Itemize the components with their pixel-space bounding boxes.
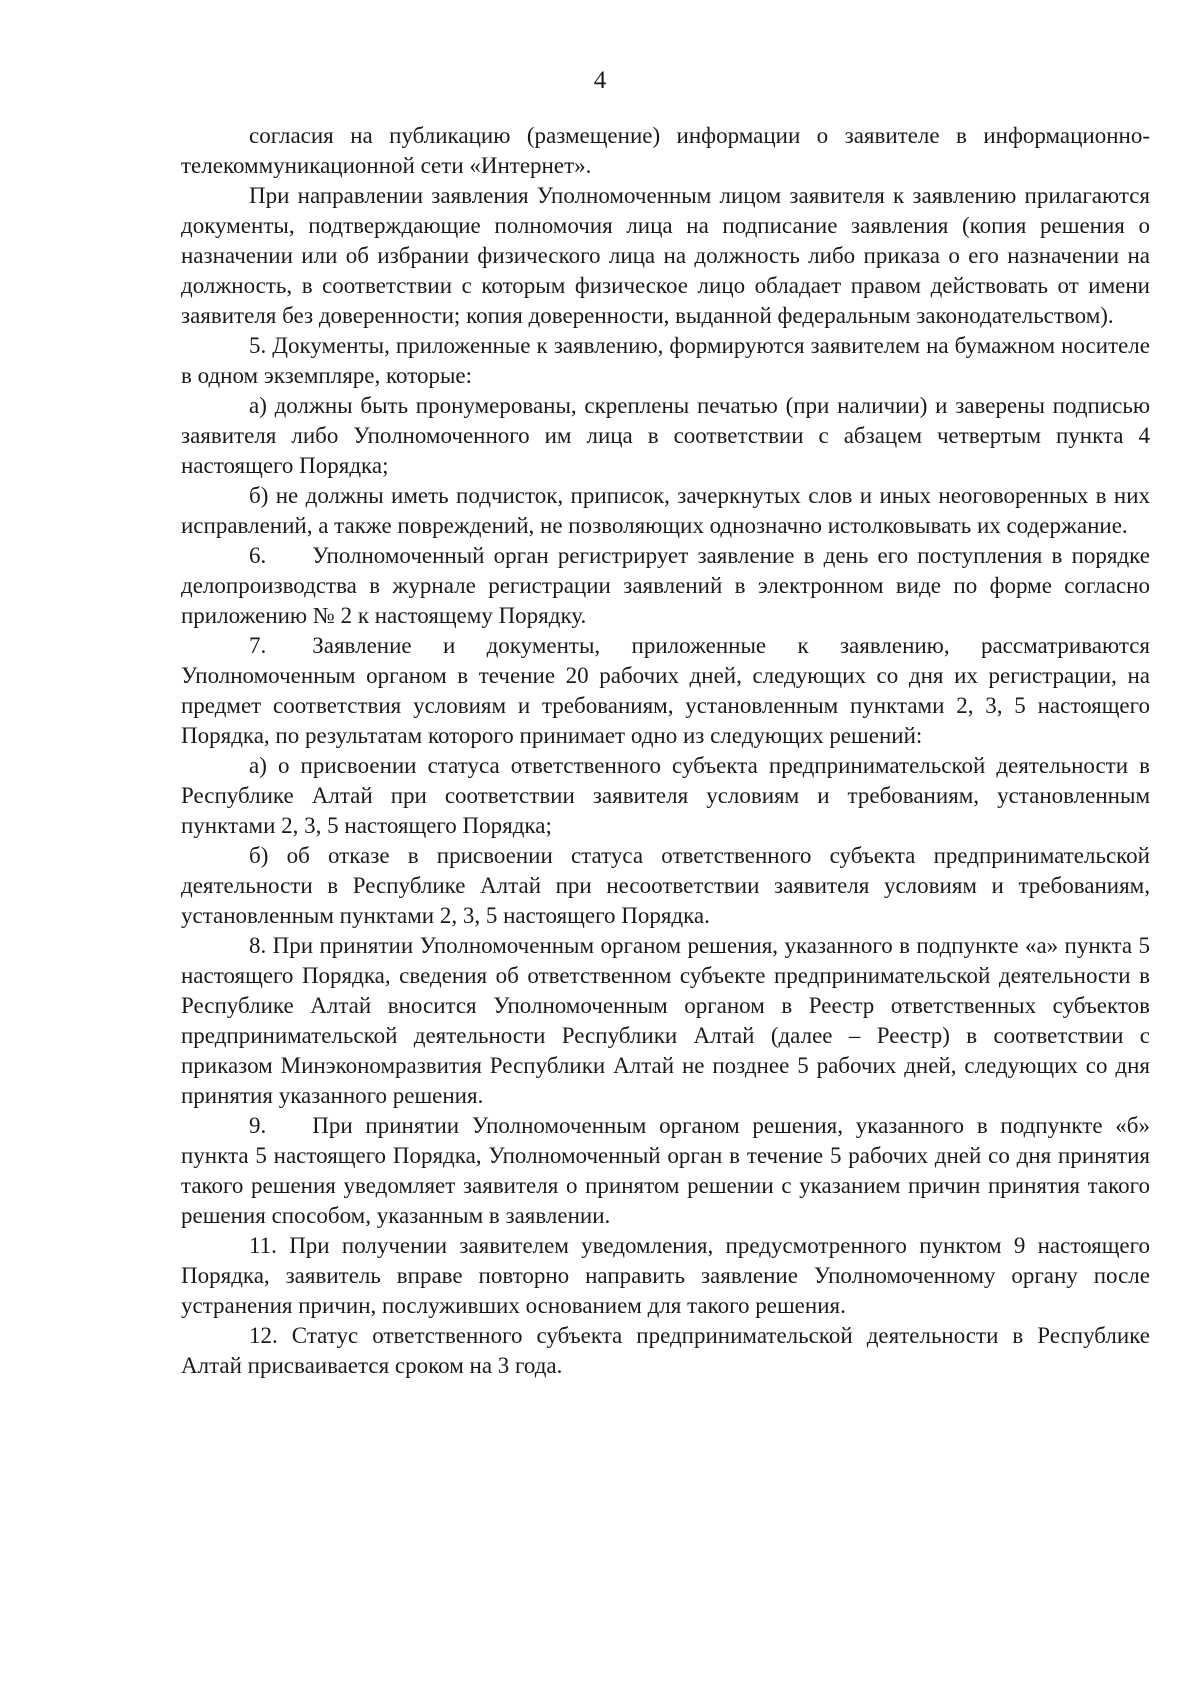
paragraph-8 — [181, 931, 1150, 1111]
paragraph-11 — [181, 1231, 1150, 1321]
paragraph-number: 9. — [249, 1113, 267, 1138]
paragraph-number: 5. — [249, 333, 267, 358]
paragraph-5-b — [181, 481, 1150, 541]
paragraph-text: При принятии Уполномоченным органом решения, указанного в подпункте «а» пункта 5 настоящего Порядка, сведения об ответственном субъекте предпринимательской деятельности в Республике Алтай вносится Уполномоченным органом в Реестр ответственных субъектов предпринимательской деятельности Республики Алтай (далее – Реестр) в соответствии с приказом Минэкономразвития Республики Алтай не позднее 5 рабочих дней, следующих со дня принятия указанного решения. — [181, 933, 1151, 1108]
paragraph-7-a — [181, 751, 1150, 841]
paragraph-text: При принятии Уполномоченным органом решения, указанного в подпункте «б» пункта 5 настоящего Порядка, Уполномоченный орган в течение 5 рабочих дней со дня принятия такого решения уведомляет заявителя о принятом решении с указанием причин принятия такого решения способом, указанным в заявлении. — [181, 1113, 1150, 1228]
paragraph-6 — [181, 541, 1150, 631]
paragraph-7-b — [181, 841, 1150, 931]
paragraph-text: Документы, приложенные к заявлению, формируются заявителем на бумажном носителе в одном экземпляре, которые: — [181, 333, 1150, 388]
paragraph-number: 8. — [249, 933, 267, 958]
paragraph-number: 12. — [249, 1323, 278, 1348]
paragraph-text: а) должны быть пронумерованы, скреплены печатью (при наличии) и заверены подписью заявителя либо Уполномоченного им лица в соответствии с абзацем четвертым пункта 4 настоящего Порядка; — [181, 393, 1150, 478]
paragraph-number: 11. — [249, 1233, 277, 1258]
paragraph-12 — [181, 1321, 1150, 1381]
page-number: 4 — [593, 67, 607, 94]
paragraph-number: 7. — [249, 633, 267, 658]
paragraph-text: б) об отказе в присвоении статуса ответственного субъекта предпринимательской деятельности в Республике Алтай при несоответствии заявителя условиям и требованиям, установленным пунктами 2, 3, 5 настоящего Порядка. — [181, 843, 1150, 928]
paragraph-5 — [181, 331, 1150, 391]
paragraph-text: При направлении заявления Уполномоченным лицом заявителя к заявлению прилагаются документы, подтверждающие полномочия лица на подписание заявления (копия решения о назначении или об избрании физического лица на должность либо приказа о его назначении на должность, в соответствии с которым физическое лицо обладает правом действовать от имени заявителя без доверенности; копия доверенности, выданной федеральным законодательством). — [181, 183, 1150, 328]
paragraph-text: При получении заявителем уведомления, предусмотренного пунктом 9 настоящего Порядка, заявитель вправе повторно направить заявление Уполномоченному органу после устранения причин, послуживших основанием для такого решения. — [181, 1233, 1150, 1318]
paragraph-consent-continuation — [181, 121, 1150, 181]
document-body — [181, 121, 1150, 1381]
paragraph-5-a — [181, 391, 1150, 481]
paragraph-text: а) о присвоении статуса ответственного субъекта предпринимательской деятельности в Республике Алтай при соответствии заявителя условиям и требованиям, установленным пунктами 2, 3, 5 настоящего Порядка; — [181, 753, 1150, 838]
paragraph-9 — [181, 1111, 1150, 1231]
paragraph-authorized-person — [181, 181, 1150, 331]
paragraph-text: Заявление и документы, приложенные к заявлению, рассматриваются Уполномоченным органом в течение 20 рабочих дней, следующих со дня их регистрации, на предмет соответствия условиям и требованиям, установленным пунктами 2, 3, 5 настоящего Порядка, по результатам которого принимает одно из следующих решений: — [181, 633, 1150, 748]
paragraph-text: согласия на публикацию (размещение) информации о заявителе в информационно-телекоммуникационной сети «Интернет». — [181, 123, 1150, 178]
paragraph-text: Статус ответственного субъекта предпринимательской деятельности в Республике Алтай присваивается сроком на 3 года. — [181, 1323, 1151, 1378]
paragraph-text: Уполномоченный орган регистрирует заявление в день его поступления в порядке делопроизводства в журнале регистрации заявлений в электронном виде по форме согласно приложению № 2 к настоящему Порядку. — [181, 543, 1150, 628]
paragraph-text: б) не должны иметь подчисток, приписок, зачеркнутых слов и иных неоговоренных в них исправлений, а также повреждений, не позволяющих однозначно истолковывать их содержание. — [181, 483, 1150, 538]
paragraph-7 — [181, 631, 1150, 751]
paragraph-number: 6. — [249, 543, 267, 568]
